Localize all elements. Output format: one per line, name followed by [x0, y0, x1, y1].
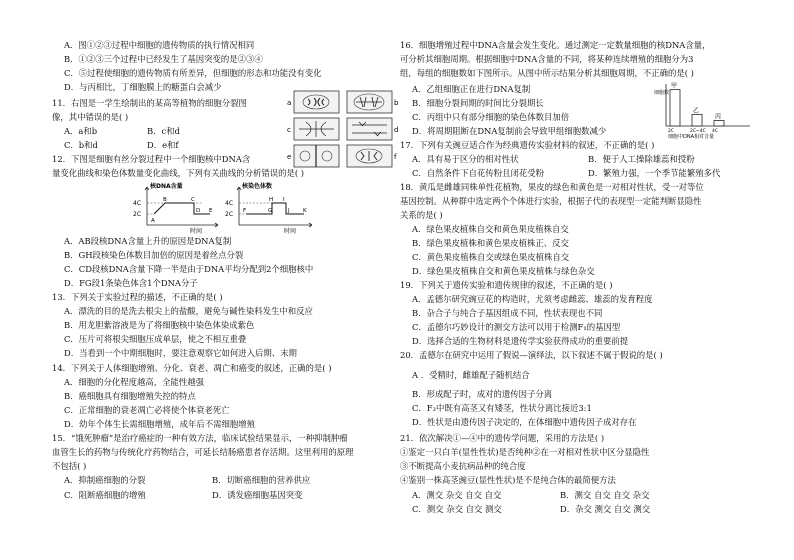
q15-stem-line: 血管生长的药物与传统化疗药物结合，可延长结肠癌患者存活期。这里利用的原理 — [52, 447, 354, 457]
bar-2 — [714, 121, 724, 126]
q21-item: ①鉴定一只白羊(显性性状)是否纯种②在一对相对性状中区分显隐性 — [400, 447, 650, 457]
q12-option-a: A．AB段核DNA含量上升的原因是DNA复制 — [64, 236, 232, 246]
bar-series-label: 甲 — [671, 82, 678, 90]
q21-item: ③不断提高小麦抗病品种的纯合度 — [400, 461, 526, 471]
label-f: f — [394, 153, 397, 161]
option-b: B．①②③三个过程中已经发生了基因突变的是②③④ — [64, 54, 263, 64]
cell-a — [294, 91, 339, 113]
cell-d — [347, 118, 392, 140]
q17-stem: 17．下列有关豌豆适合作为经典遗传实验材料的叙述，不正确的是( ) — [400, 140, 655, 150]
option-a: A．图①②③过程中细胞的遗传物质的执行情况相同 — [64, 40, 255, 50]
label-c: c — [287, 126, 291, 134]
option-c: C．⑤过程使细胞的遗传物质有所差异，但细胞的形态和功能没有变化 — [64, 68, 322, 78]
chart-ylabel: 细胞数 — [654, 90, 670, 96]
option-d: D．与丙相比，丁细胞膜上的糖蛋白会减少 — [64, 82, 222, 92]
graph2-point: K — [303, 208, 307, 214]
q11-stem-line: 11．右图是一学生绘制出的某高等植物的细胞分裂图 — [52, 98, 247, 108]
q14-option-d: D．幼年个体生长需细胞增殖，成年后不需细胞增殖 — [64, 419, 255, 429]
graph2-point: J — [288, 208, 290, 214]
cell-f — [347, 145, 392, 167]
bar-0 — [670, 90, 680, 126]
q11-option-b: B．c和d — [147, 126, 180, 136]
q16-stem-line: 组，每组的细胞数如下图所示。从图中所示结果分析其细胞周期，不正确的是( ) — [400, 68, 694, 78]
bar-series-label: 丙 — [715, 113, 722, 121]
q21-option-d: D．杂交 测交 自交 测交 — [560, 504, 651, 514]
graph1-point: A — [151, 218, 155, 224]
q18-option-c: C．黄色果皮植株自交或绿色果皮植株自交 — [412, 252, 570, 262]
q16-option-b: B．细胞分裂间期的时间比分裂期长 — [412, 98, 544, 108]
graph2-title: 核染色体数 — [242, 183, 273, 190]
dna-content-graph — [132, 181, 222, 235]
q12-option-d: D．FG段1条染色体含1个DNA分子 — [64, 278, 198, 288]
q13-option-b: B．用龙胆紫溶液是为了将细胞核中染色体染成紫色 — [64, 320, 255, 330]
q14-stem: 14．下列关于人体细胞增殖、分化、衰老、凋亡和癌变的叙述，正确的是( ) — [52, 363, 332, 373]
cell-b — [347, 91, 392, 113]
q17-option-a: A．具有易于区分的相对性状 — [412, 154, 519, 164]
cell-c — [294, 118, 339, 140]
q15-option-d: D．诱发癌细胞基因突变 — [212, 490, 303, 500]
q15-option-b: B．切断癌细胞的营养供应 — [212, 475, 311, 485]
q13-stem: 13．下列关于实验过程的描述，不正确的是( ) — [52, 292, 223, 302]
q20-option-c: C．F₂中既有高茎又有矮茎，性状分离比接近3:1 — [412, 403, 592, 413]
bar-category-label: 2C~4C — [690, 129, 706, 134]
q21-option-c: C．测交 杂交 自交 测交 — [412, 504, 502, 514]
label-b: b — [394, 99, 399, 107]
graph2-point: H — [269, 197, 274, 203]
q18-option-a: A．绿色果皮植株自交和黄色果皮植株自交 — [412, 224, 569, 234]
q18-stem-line: 基因控制。从种群中选定两个个体进行实验，根据子代的表现型一定能判断显隐性 — [400, 196, 702, 206]
q15-option-c: C．阻断癌细胞的增殖 — [64, 490, 146, 500]
q16-stem-line: 可分析其细胞周期。根据细胞中DNA含量的不同，将某种连续增殖的细胞分为3 — [400, 54, 694, 64]
q18-stem-line: 关系的是( ) — [400, 210, 443, 220]
cell-count-bar-chart — [654, 82, 754, 140]
bar-category-label: 2C — [668, 129, 675, 134]
label-a: a — [287, 99, 292, 107]
graph2-xlabel: 时间 — [284, 228, 297, 235]
cell-division-figure — [286, 89, 400, 169]
q11-stem-line: 像，其中错误的是( ) — [52, 112, 129, 122]
q16-option-c: C．丙组中只有部分细胞的染色体数目加倍 — [412, 112, 570, 122]
q12-stem-line: 量变化曲线和染色体数量变化曲线，下列有关曲线的分析错误的是( ) — [52, 168, 305, 178]
q21-item: ④鉴别一株高茎豌豆(显性性状)是不是纯合体的最简便方法 — [400, 475, 616, 485]
graph1-ylabel: 2C — [133, 211, 142, 218]
q20-option-d: D．性状是由遗传因子决定的，在体细胞中遗传因子成对存在 — [412, 417, 637, 427]
q11-option-a: A．a和b — [64, 126, 98, 136]
q20-stem: 20．孟德尔在研究中运用了假说—演绎法，以下叙述不属于假说的是( ) — [400, 350, 663, 360]
graph1-ylabel: 4C — [133, 200, 142, 207]
q17-option-b: B．便于人工操除雄蕊和授粉 — [588, 154, 695, 164]
graph1-point: E — [209, 208, 213, 214]
q19-stem: 19．下列关于遗传实验和遗传规律的叙述，不正确的是( ) — [400, 280, 613, 290]
q16-stem-line: 16．细胞增殖过程中DNA含量会发生变化。通过测定一定数量细胞的核DNA含量， — [400, 40, 711, 50]
graph2-ylabel: 4C — [225, 200, 234, 207]
q13-option-c: C．压片可将根尖细胞压成单层，使之不相互重叠 — [64, 334, 247, 344]
graph1-title: 核DNA含量 — [150, 183, 183, 190]
q11-option-c: C．b和d — [64, 140, 98, 150]
bar-category-label: 4C — [712, 129, 719, 134]
q21-option-b: B．测交 自交 自交 杂交 — [560, 490, 650, 500]
graph1-point: B — [163, 197, 167, 203]
q20-option-a: A ．受精时，雌雄配子随机结合 — [412, 370, 530, 380]
cell-e — [294, 145, 339, 167]
label-d: d — [394, 126, 399, 134]
q21-option-a: A．测交 杂交 自交 自交 — [412, 490, 502, 500]
q21-stem: 21．依次解决①—④中的遗传学问题，采用的方法是( ) — [400, 433, 605, 443]
label-e: e — [287, 153, 292, 161]
q12-option-c: C．CD段核DNA含量下降一半是由于DNA平均分配到2个细胞核中 — [64, 264, 314, 274]
q16-option-d: D．将周期阻断在DNA复制前会导致甲组细胞数减少 — [412, 126, 607, 136]
q19-option-d: D．选择合适的生物材料是遗传学实验获得成功的重要前提 — [412, 336, 629, 346]
q18-stem-line: 18．黄瓜是雌雄同株单性花植物，果皮的绿色和黄色是一对相对性状，受一对等位 — [400, 182, 704, 192]
graph2-point: F — [243, 208, 247, 214]
graph2-point: G — [268, 208, 273, 214]
q13-option-d: D．当看到一个中期细胞时，要注意观察它如何进入后期、末期 — [64, 348, 297, 358]
q12-stem-line: 12．下图是细胞有丝分裂过程中一个细胞核中DNA含 — [52, 154, 251, 164]
bar-series-label: 乙 — [693, 107, 700, 115]
q19-option-c: C．孟德尔巧妙设计的测交方法可以用于检测F₁的基因型 — [412, 322, 621, 332]
q12-option-b: B．GH段核染色体数目加倍的原因是着丝点分裂 — [64, 250, 244, 260]
graph2-point: I — [283, 197, 285, 203]
graph2-ylabel: 2C — [225, 211, 234, 218]
chromosome-number-graph — [224, 181, 316, 235]
q15-stem-line: 不包括( ) — [52, 461, 87, 471]
q20-option-b: B．形成配子时，成对的遗传因子分离 — [412, 389, 553, 399]
q17-option-d: D．繁殖力强，一个季节能繁殖多代 — [588, 168, 721, 178]
q19-option-a: A．孟德尔研究豌豆花的构造时，尤须考虑雌蕊、雄蕊的发育程度 — [412, 294, 653, 304]
q11-option-d: D．e和f — [147, 140, 179, 150]
q15-stem-line: 15．“饿死肿瘤”是治疗癌症的一种有效方法，临床试验结果显示，一种抑制肿瘤 — [52, 433, 348, 443]
q18-option-d: D．绿色果皮植株自交和黄色果皮植株与绿色杂交 — [412, 266, 595, 276]
q14-option-a: A．细胞的分化程度越高，全能性越强 — [64, 377, 205, 387]
graph1-point: C — [191, 197, 195, 203]
q14-option-b: B．癌细胞具有细胞增殖失控的特点 — [64, 391, 196, 401]
graph1-xlabel: 时间 — [190, 228, 203, 235]
q18-option-b: B．绿色果皮植株和黄色果皮植株正、反交 — [412, 238, 569, 248]
bar-1 — [692, 114, 702, 126]
q15-option-a: A．抑制癌细胞的分裂 — [64, 475, 146, 485]
chart-xlabel: 细胞中DNA相对含量 — [668, 134, 715, 140]
q13-option-a: A．漂洗的目的是洗去根尖上的盐酸，避免与碱性染料发生中和反应 — [64, 306, 313, 316]
q19-option-b: B．杂合子与纯合子基因组成不同，性状表现也不同 — [412, 308, 603, 318]
q16-option-a: A．乙组细胞正在进行DNA复制 — [412, 84, 531, 94]
graph1-point: D — [196, 208, 201, 214]
q17-option-c: C．自然条件下自花传粉且闭花受粉 — [412, 168, 545, 178]
q14-option-c: C．正常细胞的衰老凋亡必将使个体衰老死亡 — [64, 405, 230, 415]
